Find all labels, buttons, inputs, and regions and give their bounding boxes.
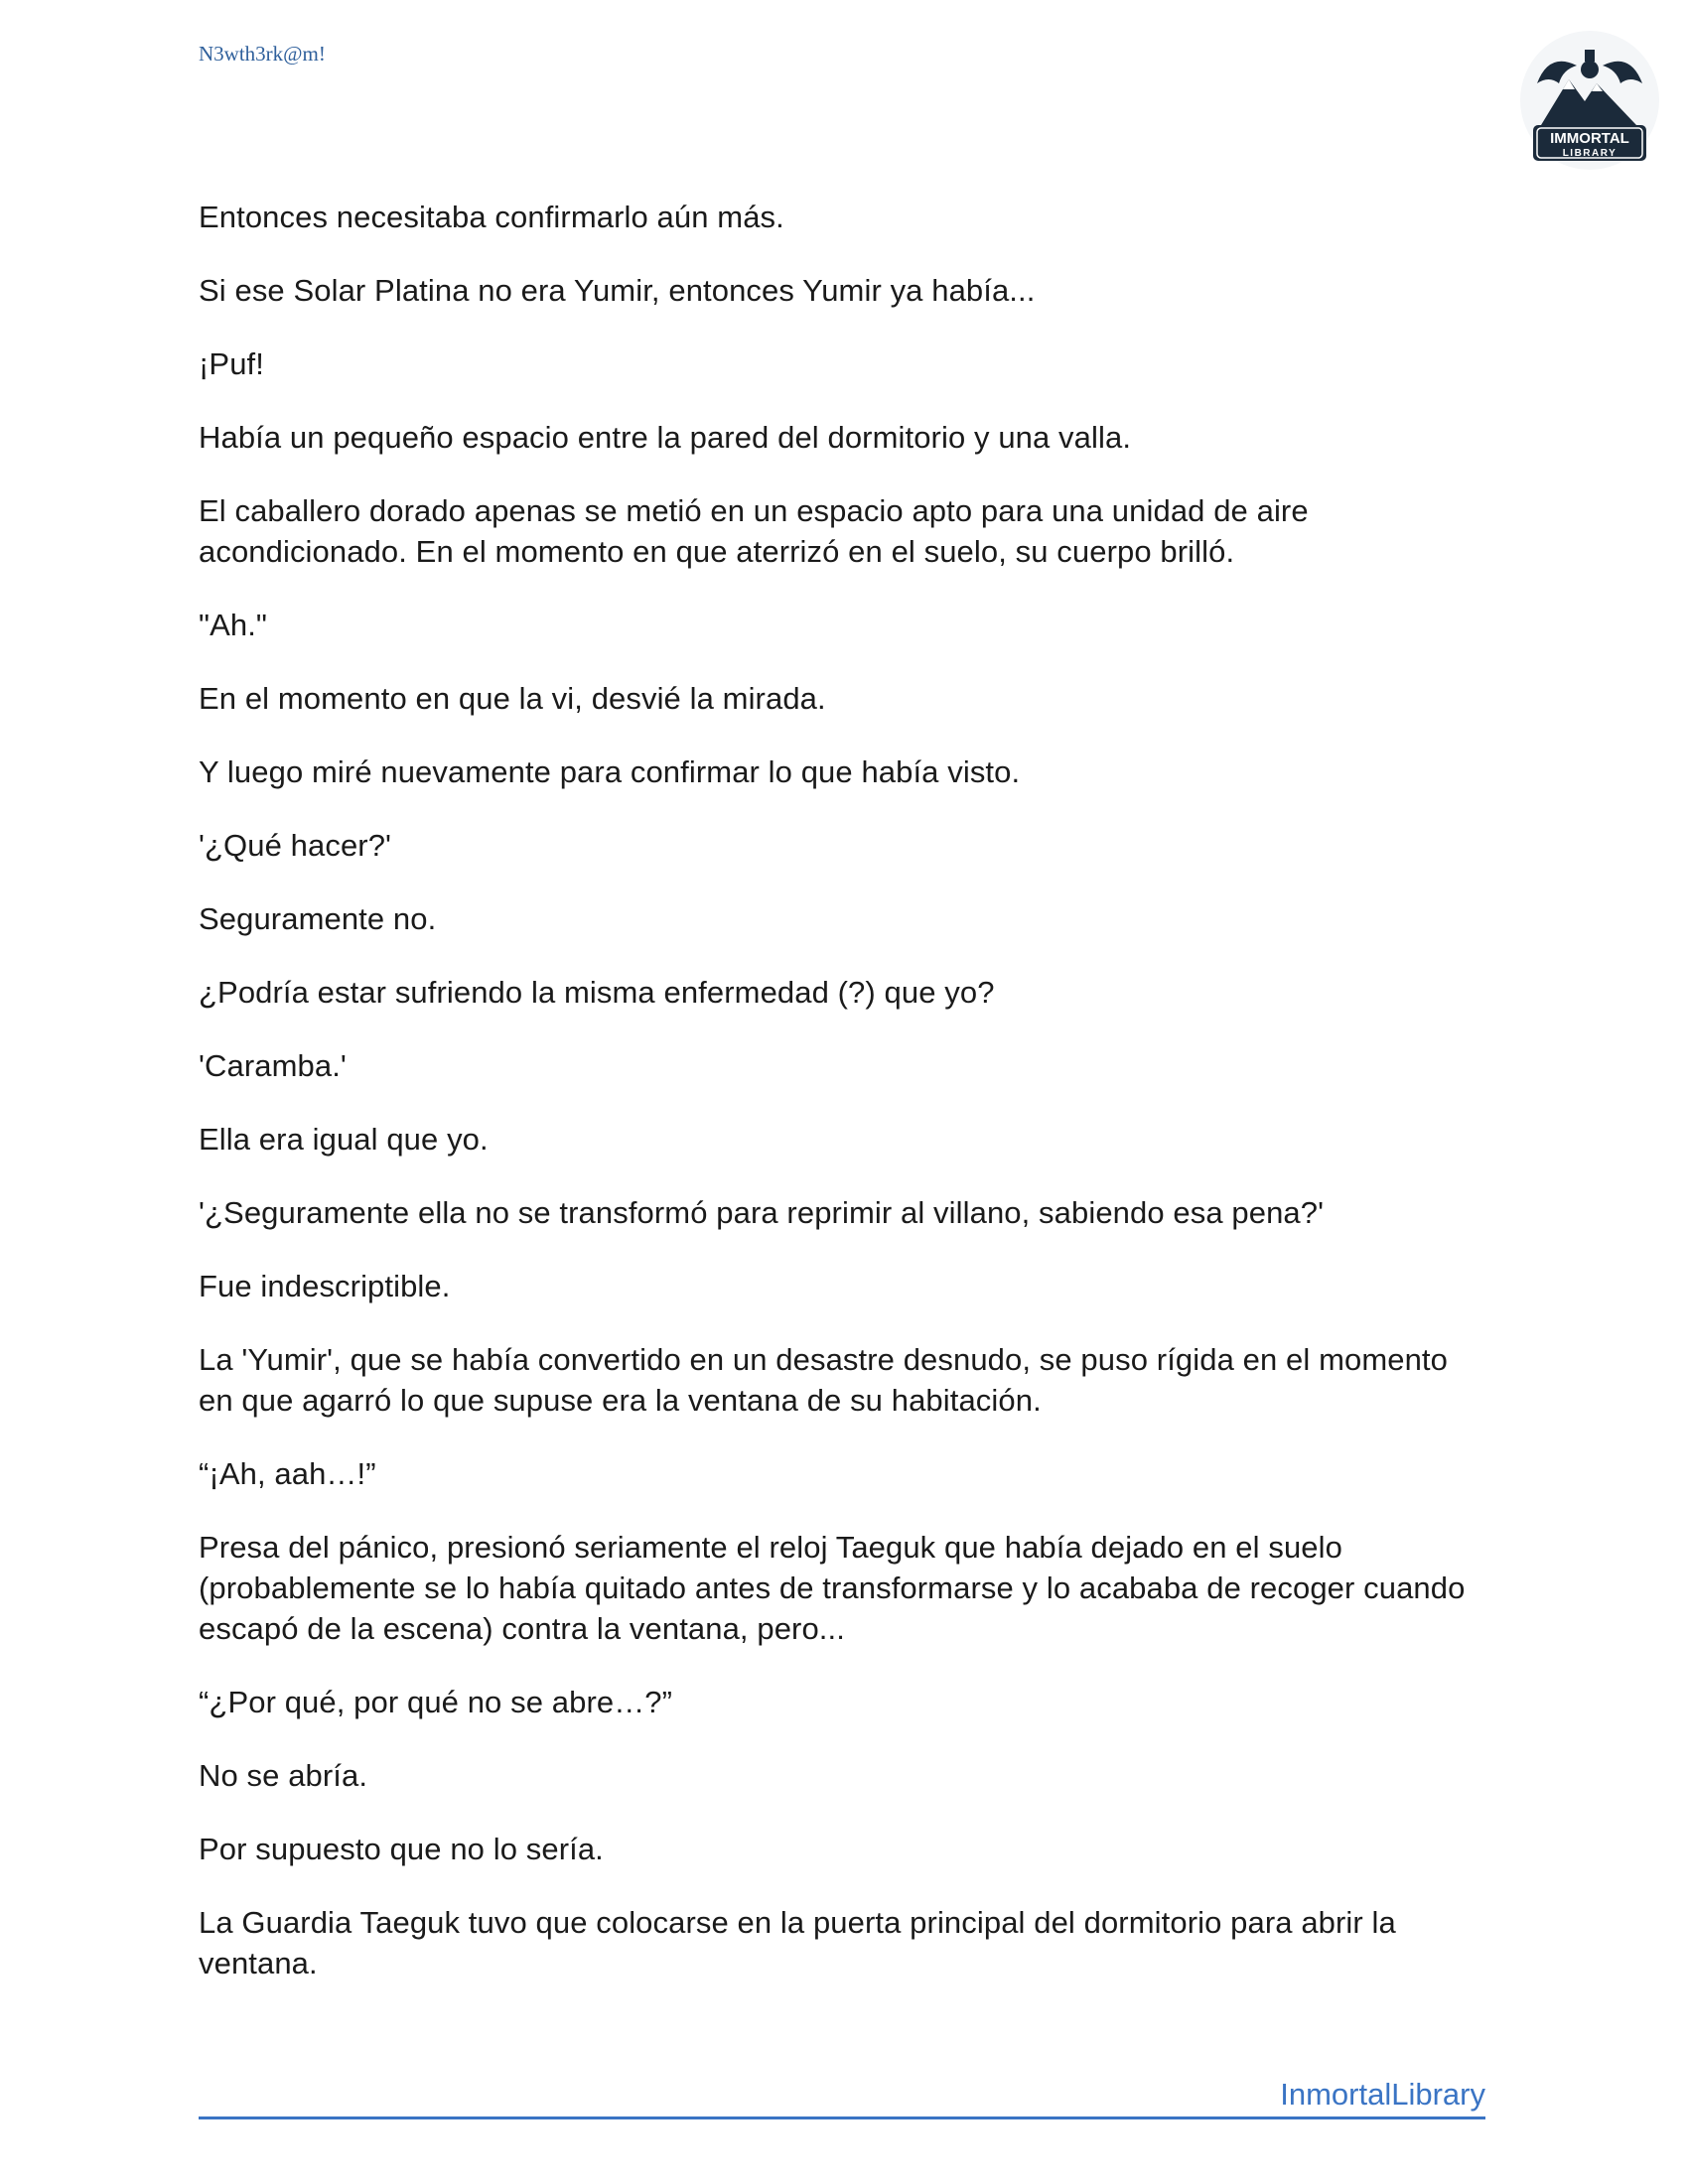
footer-library-link[interactable]: InmortalLibrary: [1280, 2077, 1485, 2112]
paragraph: ¡Puf!: [199, 346, 264, 381]
paragraph: La 'Yumir', que se había convertido en un desastre desnudo, se puso rígida en el momento en que agarró lo que supuse era la ventana de su habitación.: [199, 1342, 1448, 1418]
paragraph: “¡Ah, aah…!”: [199, 1456, 376, 1491]
paragraph: Entonces necesitaba confirmarlo aún más.: [199, 200, 784, 234]
header-watermark: N3wth3rk@m!: [199, 42, 326, 66]
paragraph: El caballero dorado apenas se metió en un espacio apto para una unidad de aire acondicionado. En el momento en que aterrizó en el suelo, su cuerpo brilló.: [199, 493, 1309, 569]
paragraph: 'Caramba.': [199, 1048, 347, 1083]
paragraph: Si ese Solar Platina no era Yumir, entonces Yumir ya había...: [199, 273, 1036, 308]
paragraph: La Guardia Taeguk tuvo que colocarse en la puerta principal del dormitorio para abrir la ventana.: [199, 1905, 1396, 1980]
paragraph: Seguramente no.: [199, 901, 437, 936]
paragraph: No se abría.: [199, 1758, 368, 1793]
paragraph: “¿Por qué, por qué no se abre…?”: [199, 1685, 673, 1719]
footer-rule: [199, 2075, 1485, 2119]
paragraph: Presa del pánico, presionó seriamente el reloj Taeguk que había dejado en el suelo (probablemente se lo había quitado antes de transformarse y lo acababa de recoger cuando escapó de la escena) contra la ventana, pero...: [199, 1530, 1466, 1646]
document-body: [199, 197, 1489, 2016]
immortal-library-logo-icon: [1519, 30, 1660, 171]
paragraph: '¿Seguramente ella no se transformó para reprimir al villano, sabiendo esa pena?': [199, 1195, 1325, 1230]
paragraph: Había un pequeño espacio entre la pared del dormitorio y una valla.: [199, 420, 1132, 455]
paragraph: En el momento en que la vi, desvié la mirada.: [199, 681, 826, 716]
logo-text-line2: LIBRARY: [1562, 148, 1618, 159]
logo-text-line1: IMMORTAL: [1550, 130, 1629, 147]
paragraph: Fue indescriptible.: [199, 1269, 451, 1303]
paragraph: Ella era igual que yo.: [199, 1122, 489, 1157]
paragraph: Y luego miré nuevamente para confirmar lo que había visto.: [199, 754, 1021, 789]
paragraph: ¿Podría estar sufriendo la misma enfermedad (?) que yo?: [199, 975, 995, 1010]
paragraph: '¿Qué hacer?': [199, 828, 392, 863]
paragraph: Por supuesto que no lo sería.: [199, 1832, 604, 1866]
paragraph: "Ah.": [199, 608, 268, 642]
